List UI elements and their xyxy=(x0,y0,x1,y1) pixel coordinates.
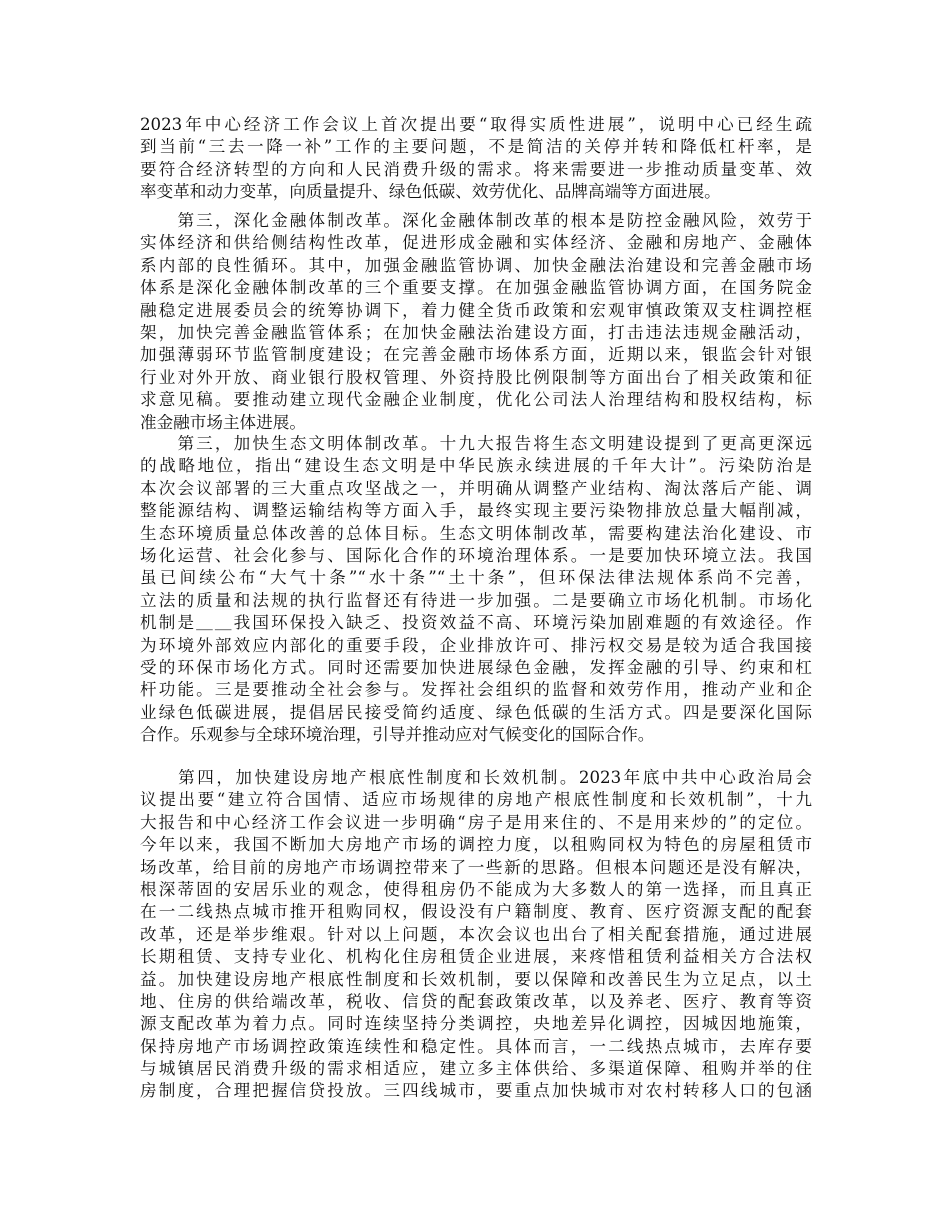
text-line: 议提出要“建立符合国情、适应市场规律的房地产根底性制度和长效机制”，十九 xyxy=(140,790,812,810)
text-line: 第三，加快生态文明体制改革。十九大报告将生态文明建设提到了更高更深远 xyxy=(140,434,812,453)
text-line: 机制是＿＿我国环保投入缺乏、投资效益不高、环境污染加剧难题的有效途径。作 xyxy=(140,613,812,633)
text-line: 受的环保市场化方式。同时还需要加快进展绿色金融，发挥金融的引导、约束和杠 xyxy=(140,657,812,677)
text-line: 为环境外部效应内部化的重要手段，企业排放许可、排污权交易是较为适合我国接 xyxy=(140,635,812,655)
text-line: 架，加快完善金融监管体系；在加快金融法治建设方面，打击违法违规金融活动， xyxy=(140,322,812,342)
text-line: 合作。乐观参与全球环境治理，引导并推动应对气候变化的国际合作。 xyxy=(140,725,655,745)
text-line: 第四，加快建设房地产根底性制度和长效机制。2023年底中共中心政治局会 xyxy=(140,768,812,787)
text-line: 的战略地位，指出“建设生态文明是中华民族永续进展的千年大计”。污染防治是 xyxy=(140,456,812,476)
text-line: 在一二线热点城市推开租购同权，假设没有户籍制度、教育、医疗资源支配的配套 xyxy=(140,902,812,922)
text-line: 房制度，合理把握信贷投放。三四线城市，要重点加快城市对农村转移人口的包涵 xyxy=(140,1081,812,1101)
text-line: 行业对外开放、商业银行股权管理、外资持股比例限制等方面出台了相关政策和征 xyxy=(140,367,812,387)
text-line: 要符合经济转型的方向和人民消费升级的需求。将来需要进一步推动质量变革、效 xyxy=(140,159,812,179)
text-line: 融稳定进展委员会的统筹协调下，着力健全货币政策和宏观审慎政策双支柱调控框 xyxy=(140,300,812,320)
text-line: 场改革，给目前的房地产市场调控带来了一些新的思路。但根本问题还是没有解决， xyxy=(140,857,812,877)
paragraph-housing-reform xyxy=(140,767,812,1103)
paragraph-intro xyxy=(140,114,812,204)
text-line: 今年以来，我国不断加大房地产市场的调控力度，以租购同权为特色的房屋租赁市 xyxy=(140,835,812,855)
text-line: 本次会议部署的三大重点攻坚战之一，并明确从调整产业结构、淘汰落后产能、调 xyxy=(140,478,812,498)
paragraph-ecology-reform xyxy=(140,433,812,746)
text-line: 生态环境质量总体改善的总体目标。生态文明体制改革，需要构建法治化建设、市 xyxy=(140,523,812,543)
text-line: 益。加快建设房地产根底性制度和长效机制，要以保障和改善民生为立足点，以土 xyxy=(140,969,812,989)
text-line: 到当前“三去一降一补”工作的主要问题，不是简洁的关停并转和降低杠杆率，是 xyxy=(140,137,812,157)
text-line: 立法的质量和法规的执行监督还有待进一步加强。二是要确立市场化机制。市场化 xyxy=(140,590,812,610)
text-line: 大报告和中心经济工作会议进一步明确“房子是用来住的、不是用来炒的”的定位。 xyxy=(140,812,812,832)
text-line: 保持房地产市场调控政策连续性和稳定性。具体而言，一二线热点城市，去库存要 xyxy=(140,1036,812,1056)
text-line: 源支配改革为着力点。同时连续坚持分类调控，央地差异化调控，因城因地施策， xyxy=(140,1014,812,1034)
paragraph-finance-reform xyxy=(140,210,812,434)
text-line: 率变革和动力变革，向质量提升、绿色低碳、效劳优化、品牌高端等方面进展。 xyxy=(140,182,721,202)
text-line: 根深蒂固的安居乐业的观念，使得租房仍不能成为大多数人的第一选择，而且真正 xyxy=(140,879,812,899)
text-line: 第三，深化金融体制改革。深化金融体制改革的根本是防控金融风险，效劳于 xyxy=(140,211,812,230)
text-line: 业绿色低碳进展，提倡居民接受简约适度、绿色低碳的生活方式。四是要深化国际 xyxy=(140,702,812,722)
text-line: 杆功能。三是要推动全社会参与。发挥社会组织的监督和效劳作用，推动产业和企 xyxy=(140,680,812,700)
text-line: 求意见稿。要推动建立现代金融企业制度，优化公司法人治理结构和股权结构，标 xyxy=(140,390,812,410)
text-line: 加强薄弱环节监管制度建设；在完善金融市场体系方面，近期以来，银监会针对银 xyxy=(140,345,812,365)
text-line: 2023年中心经济工作会议上首次提出要“取得实质性进展”，说明中心已经生疏 xyxy=(140,115,812,134)
text-line: 实体经济和供给侧结构性改革，促进形成金融和实体经济、金融和房地产、金融体 xyxy=(140,233,812,253)
text-line: 虽已间续公布“大气十条”“水十条”“土十条”，但环保法律法规体系尚不完善， xyxy=(140,568,812,588)
text-line: 体系是深化金融体制改革的三个重要支撑。在加强金融监管协调方面，在国务院金 xyxy=(140,278,812,298)
text-line: 地、住房的供给端改革，税收、信贷的配套政策改革，以及养老、医疗、教育等资 xyxy=(140,991,812,1011)
text-line: 准金融市场主体进展。 xyxy=(140,412,306,432)
text-line: 场化运营、社会化参与、国际化合作的环境治理体系。一是要加快环境立法。我国 xyxy=(140,545,812,565)
text-line: 整能源结构、调整运输结构等方面入手，最终实现主要污染物排放总量大幅削减， xyxy=(140,501,812,521)
text-line: 长期租赁、支持专业化、机构化住房租赁企业进展，来疼惜租赁利益相关方合法权 xyxy=(140,947,812,967)
text-line: 改革，还是举步维艰。针对以上问题，本次会议也出台了相关配套措施，通过进展 xyxy=(140,924,812,944)
text-line: 系内部的良性循环。其中，加强金融监管协调、加快金融法治建设和完善金融市场 xyxy=(140,255,812,275)
text-line: 与城镇居民消费升级的需求相适应，建立多主体供给、多渠道保障、租购并举的住 xyxy=(140,1059,812,1079)
